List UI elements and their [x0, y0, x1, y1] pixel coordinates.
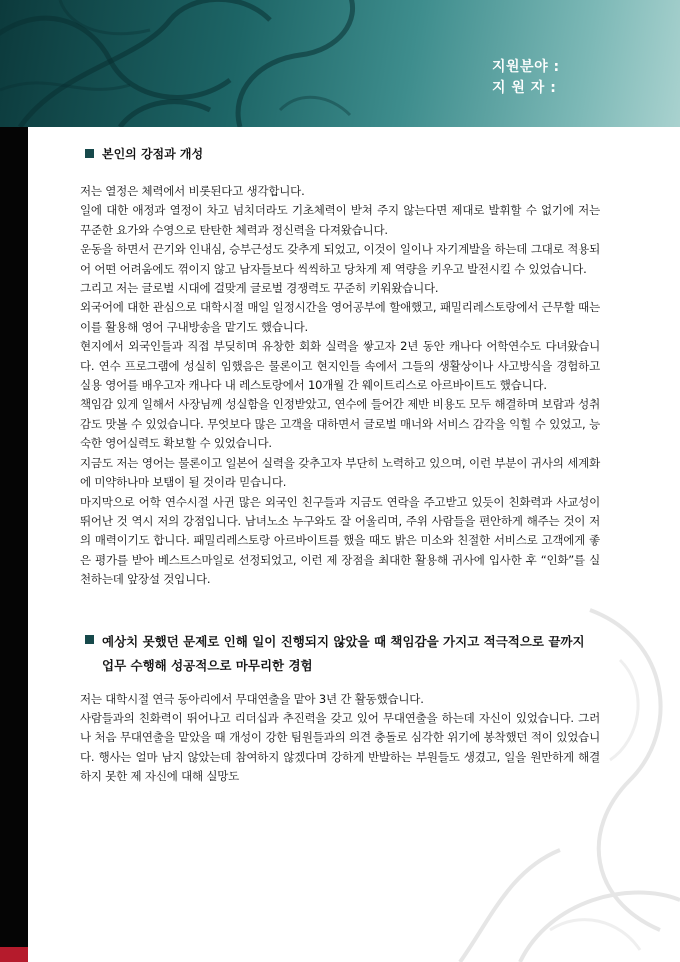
paragraph: 마지막으로 어학 연수시절 사귄 많은 외국인 친구들과 지금도 연락을 주고받고 있듯이 친화력과 사교성이 뛰어난 것 역시 저의 강점입니다. 남녀노소 누구와도 잘 어울리며, 주위 사람들을 편안하게 해주는 것이 저의 매력이기도 합니다. 패밀리레스토랑 아르바이트를 했을 때도 밝은 미소와 친절한 서비스로 고객에게 좋은 평가를 받아 베스트스마일로 선정되었고, 이런 제 장점을 최대한 활용해 귀사에 입사한 후 “인화”를 실천하는데 앞장설 것입니다. — [80, 494, 600, 587]
paragraph: 일에 대한 애정과 열정이 차고 넘치더라도 기초체력이 받쳐 주지 않는다면 제대로 발휘할 수 없기에 저는 꾸준한 요가와 수영으로 탄탄한 체력과 정신력을 다져왔습니다. — [80, 203, 600, 237]
paragraph: 외국어에 대한 관심으로 대학시절 매일 일정시간을 영어공부에 할애했고, 패밀리레스토랑에서 근무할 때는 이를 활용해 영어 구내방송을 맡기도 했습니다. — [80, 300, 600, 334]
paragraph: 책임감 있게 일해서 사장님께 성실함을 인정받았고, 연수에 들어간 제반 비용도 모두 해결하며 보람과 성취감도 맛볼 수 있었습니다. 무엇보다 많은 고객을 대하면서 글로벌 매너와 서비스 감각을 익힐 수 있었고, 능숙한 영어실력도 확보할 수 있었습니다. — [80, 397, 600, 451]
section-heading-strengths — [80, 144, 600, 164]
field-label: 지원분야 : — [492, 59, 560, 75]
paragraph: 저는 열정은 체력에서 비롯된다고 생각합니다. — [80, 184, 305, 198]
left-accent-bar — [0, 947, 28, 962]
page-header — [0, 0, 680, 127]
applicant-info — [492, 57, 560, 99]
square-bullet-icon — [85, 635, 94, 644]
paragraph: 현지에서 외국인들과 직접 부딪히며 유창한 회화 실력을 쌓고자 2년 동안 캐나다 어학연수도 다녀왔습니다. 연수 프로그램에 성실히 임했음은 물론이고 현지인들 속에서 그들의 생활상이나 사고방식을 경험하고 실용 영어를 배우고자 캐나다 내 레스토랑에서 10개월 간 웨이트리스로 아르바이트도 했습니다. — [80, 339, 600, 393]
paragraph: 운동을 하면서 끈기와 인내심, 승부근성도 갖추게 되었고, 이것이 일이나 자기계발을 하는데 그대로 적용되어 어떤 어려움에도 꺾이지 않고 남자들보다 씩씩하고 당차게 제 역량을 키우고 발전시킬 수 있었습니다. — [80, 242, 600, 276]
paragraph: 그리고 저는 글로벌 시대에 걸맞게 글로벌 경쟁력도 꾸준히 키워왔습니다. — [80, 281, 439, 296]
decorative-swirl-icon — [0, 0, 680, 127]
applicant-label: 지 원 자 : — [492, 80, 557, 96]
section-heading-experience — [80, 630, 600, 678]
section-title: 예상치 못했던 문제로 인해 일이 진행되지 않았을 때 책임감을 가지고 적극적으로 끝까지 업무 수행해 성공적으로 마무리한 경험 — [102, 633, 585, 673]
left-sidebar-bar — [0, 127, 28, 962]
paragraph: 지금도 저는 영어는 물론이고 일본어 실력을 갖추고자 부단히 노력하고 있으며, 이런 부분이 귀사의 세계화에 미약하나마 보탬이 될 것이라 믿습니다. — [80, 455, 600, 490]
paragraph: 사람들과의 친화력이 뛰어나고 리더십과 추진력을 갖고 있어 무대연출을 하는데 자신이 있었습니다. 그러나 처음 무대연출을 맡았을 때 개성이 강한 팀원들과의 의견 충돌로 심각한 위기에 봉착했던 적이 있었습니다. 행사는 얼마 남지 않았는데 참여하지 않겠다며 강하게 반발하는 부원들도 생겼고, 일을 원만하게 해결하지 못한 제 자신에 대해 실망도 — [80, 710, 600, 784]
section-title: 본인의 강점과 개성 — [102, 147, 204, 161]
paragraph: 저는 대학시절 연극 동아리에서 무대연출을 맡아 3년 간 활동했습니다. — [80, 691, 424, 706]
square-bullet-icon — [85, 149, 94, 158]
document-body — [80, 140, 600, 787]
